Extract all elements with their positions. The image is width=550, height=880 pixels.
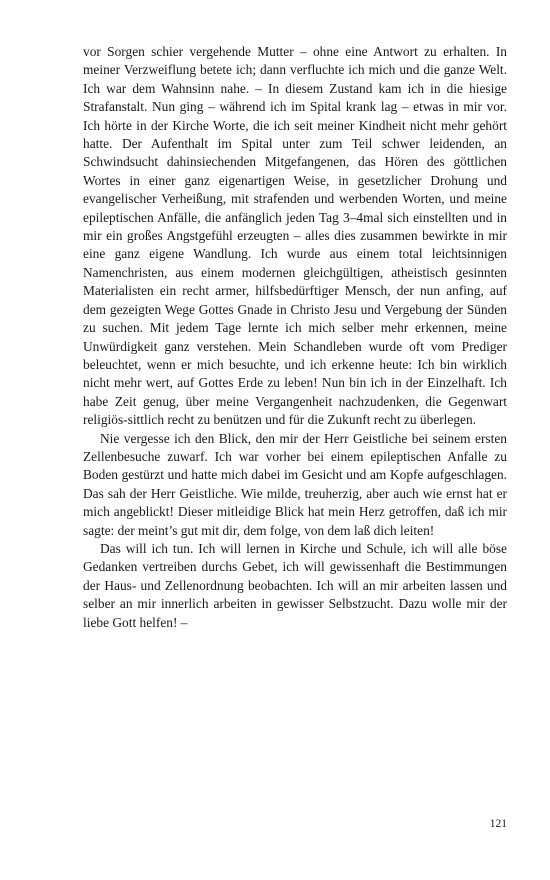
paragraph-3: Das will ich tun. Ich will lernen in Kirche und Schule, ich will alle böse Gedanken vertreiben durchs Gebet, ich will gewissenhaft die Bestimmungen der Haus- und Zellenordnung beobachten. Ich will an mir arbeiten lassen und selber an mir innerlich arbeiten in gewisser Selbstzucht. Dazu wolle mir der liebe Gott helfen! –	[83, 540, 507, 630]
paragraph-1: vor Sorgen schier vergehende Mutter – ohne eine Antwort zu erhalten. In meiner Verzweiflung betete ich; dann verfluchte ich mich und die ganze Welt. Ich war dem Wahnsinn nahe. – In diesem Zustand kam ich in die hiesige Strafanstalt. Nun ging – während ich im Spital krank lag – etwas in mir vor. Ich hörte in der Kirche Worte, die ich seit meiner Kindheit nicht mehr gehört hatte. Der Aufenthalt im Spital unter zum Teil schwer leidenden, an Schwindsucht dahinsiechenden Mitgefangenen, das Hören des göttlichen Wortes in einer ganz eigenartigen Weise, in gesetzlicher Drohung und evangelischer Verheißung, mit strafenden und werbenden Worten, und meine epileptischen Anfälle, die anfänglich jeden Tag 3–4mal sich einstellten und in mir ein großes Angstgefühl erzeugten – alles dies zusammen bewirkte in mir eine ganz eigene Wandlung. Ich wurde aus einem total leichtsinnigen Namenchristen, aus einem modernen gleichgültigen, atheistisch gesinnten Materialisten ein recht armer, hilfsbedürftiger Mensch, der nun anfing, auf dem gezeigten Wege Gottes Gnade in Christo Jesu und Vergebung der Sünden zu suchen. Mit jedem Tage lernte ich mich selber mehr erkennen, meine Unwürdigkeit ganz verstehen. Mein Schandleben wurde oft vom Prediger beleuchtet, wenn er mich besuchte, und ich erkenne heute: Ich bin wirklich nicht mehr wert, auf Gottes Erde zu leben! Nun bin ich in der Einzelhaft. Ich habe Zeit genug, über meine Vergangenheit nachzudenken, die Gegenwart religiös-sittlich recht zu benützen und für die Zukunft recht zu überlegen.	[83, 44, 507, 428]
paragraph-2: Nie vergesse ich den Blick, den mir der Herr Geistliche bei seinem ersten Zellenbesuche zuwarf. Ich war vorher bei einem epileptischen Anfalle zu Boden gestürzt und hatte mich dabei im Gesicht und am Kopfe aufgeschlagen. Das sah der Herr Geistliche. Wie milde, treuherzig, aber auch wie ernst hat er mich angeblickt! Dieser mitleidige Blick hat mein Herz getroffen, daß ich mir sagte: der meint’s gut mit dir, dem folge, von dem laß dich leiten!	[83, 430, 507, 538]
body-text	[83, 43, 507, 632]
page-number: 121	[489, 818, 507, 830]
